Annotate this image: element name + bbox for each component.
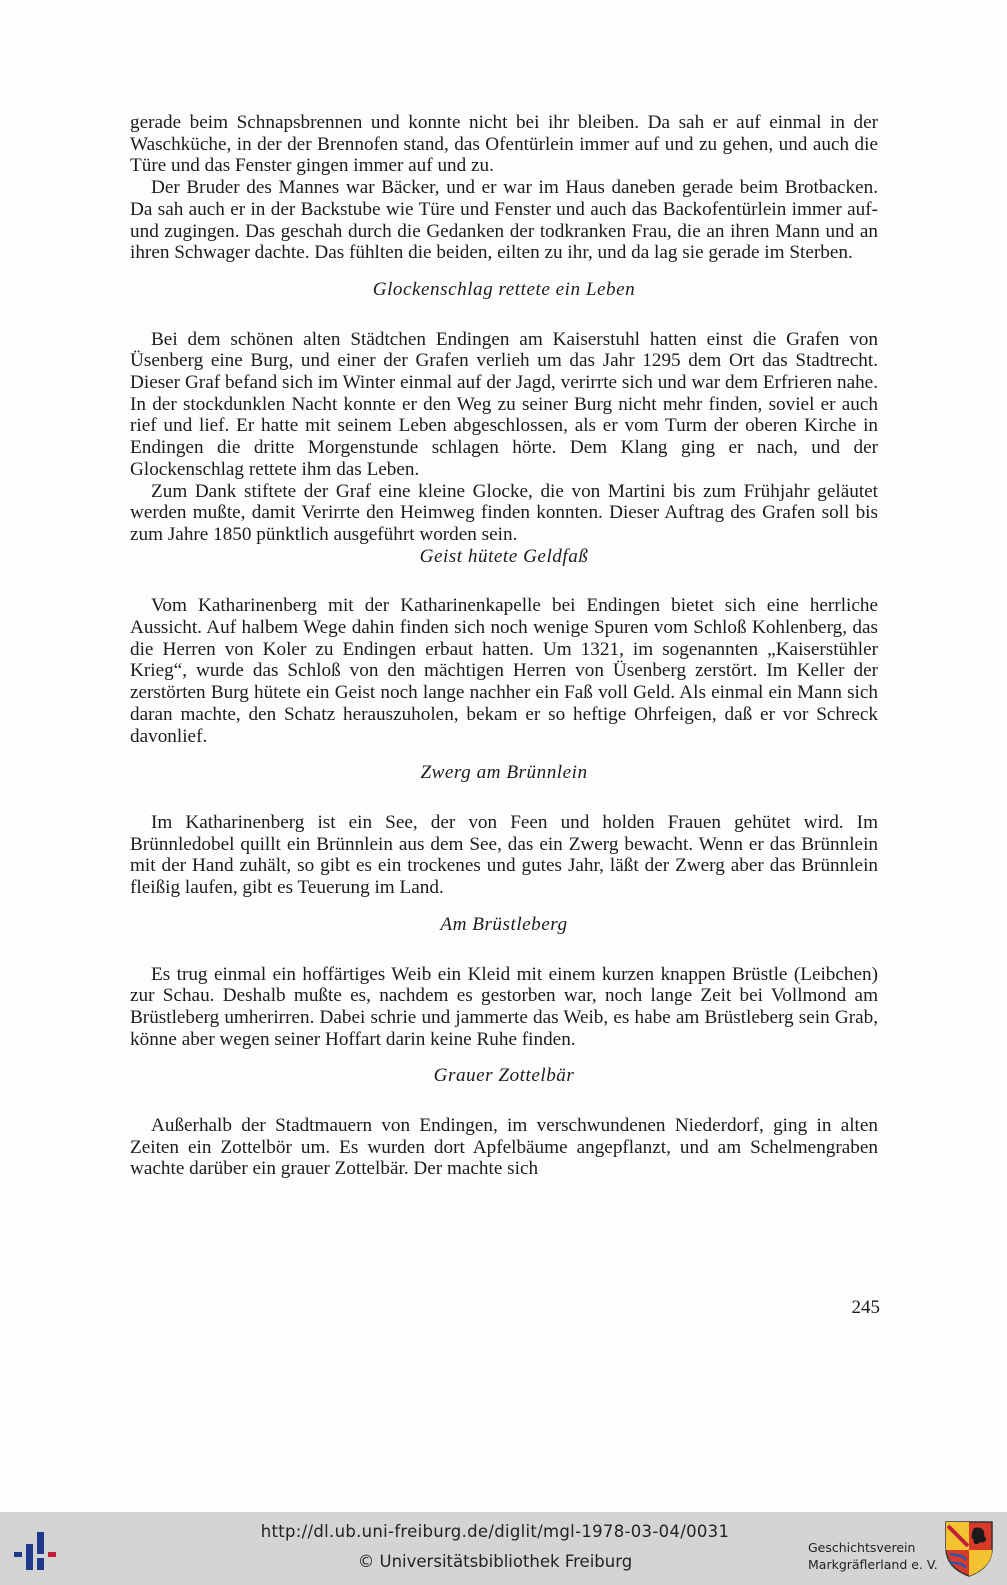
copyright-notice: © Universitätsbibliothek Freiburg bbox=[357, 1552, 633, 1571]
section-heading: Am Brüstleberg bbox=[440, 913, 568, 935]
coat-of-arms-icon bbox=[944, 1520, 994, 1578]
paragraph: Der Bruder des Mannes war Bäcker, und er war im Haus daneben gerade beim Brotbacken. Da sah auch er in der Backstube wie Türe und Fenster und auch das Backofentürlein immer auf- und zugingen. Das geschah durch die Gedanken der todkranken Frau, die an ihren Mann und an ihren Schwager dachte. Das fühlten die beiden, eilten zu ihr, und da lag sie gerade im Sterben. bbox=[130, 177, 878, 264]
paragraph: Außerhalb der Stadtmauern von Endingen, im verschwundenen Niederdorf, ging in alten Zeiten ein Zottelbör um. Es wurden dort Apfelbäume angepflanzt, und am Schelmengraben wachte darüber ein grauer Zottelbär. Der machte sich bbox=[130, 1115, 878, 1180]
paragraph: Im Katharinenberg ist ein See, der von Feen und holden Frauen gehütet wird. Im Brünnledobel quillt ein Brünnlein aus dem See, das ein Zwerg bewacht. Wenn er das Brünnlein mit der Hand zuhält, so gibt es ein trockenes und gutes Jahr, läßt der Zwerg aber das Brünnlein fleißig laufen, gibt es Teuerung im Land. bbox=[130, 811, 878, 899]
society-name-line2: Markgräflerland e. V. bbox=[808, 1557, 938, 1572]
paragraph: Bei dem schönen alten Städtchen Endingen am Kaiserstuhl hatten einst die Grafen von Üsenberg eine Burg, und einer der Grafen verlieh um das Jahr 1295 dem Ort das Stadtrecht. Dieser Graf befand sich im Winter einmal auf der Jagd, verirrte sich und war dem Erfrieren nahe. In der stockdunklen Nacht konnte er den Weg zu seiner Burg nicht mehr finden, soviel er auch rief und lief. Er hatte mit seinem Leben abgeschlossen, als er vom Turm der oberen Kirche in Endingen die dritte Morgenstunde schlagen hörte. Dem Klang ging er nach, und der Glockenschlag rettete ihm das Leben. bbox=[130, 328, 878, 480]
society-name-line1: Geschichtsverein bbox=[808, 1540, 916, 1555]
ub-freiburg-logo-icon[interactable] bbox=[14, 1530, 66, 1572]
page-number: 245 bbox=[851, 1297, 880, 1318]
section-heading: Glockenschlag rettete ein Leben bbox=[372, 278, 636, 300]
society-name bbox=[808, 1539, 938, 1573]
section-heading: Zwerg am Brünnlein bbox=[420, 762, 588, 784]
paragraph: gerade beim Schnapsbrennen und konnte nicht bei ihr bleiben. Da sah er auf einmal in der Waschküche, in der der Brennofen stand, das Ofentürlein immer auf und zu gehen, und auch die Türe und das Fenster gingen immer auf und zu. bbox=[130, 112, 878, 177]
paragraph: Es trug einmal ein hoffärtiges Weib ein Kleid mit einem kurzen knappen Brüstle (Leibchen) zur Schau. Deshalb mußte es, nachdem es gestorben war, noch lange Zeit bei Vollmond am Brüstleberg umherirren. Dabei schrie und jammerte das Weib, es habe am Brüstleberg sein Grab, könne aber wegen seiner Hoffart darin keine Ruhe finden. bbox=[130, 963, 878, 1050]
permalink-url[interactable]: http://dl.ub.uni-freiburg.de/diglit/mgl-1978-03-04/0031 bbox=[260, 1522, 730, 1541]
footer-bar bbox=[0, 1512, 1007, 1585]
paragraph: Zum Dank stiftete der Graf eine kleine Glocke, die von Martini bis zum Frühjahr geläutet werden mußte, damit Verirrte den Heimweg finden konnten. Dieser Auftrag des Grafen soll bis zum Jahre 1850 pünktlich ausgeführt worden sein. bbox=[130, 480, 878, 545]
text-column bbox=[130, 112, 878, 1180]
section-heading: Grauer Zottelbär bbox=[433, 1065, 575, 1087]
paragraph: Vom Katharinenberg mit der Katharinenkapelle bei Endingen bietet sich eine herrliche Aussicht. Auf halbem Wege dahin finden sich noch wenige Spuren vom Schloß Kohlenberg, das die Herren von Koler zu Endingen erbaut hatten. Um 1321, im sogenannten „Kaiserstühler Krieg“, wurde das Schloß von den mächtigen Herren von Üsenberg zerstört. Im Keller der zerstörten Burg hütete ein Geist noch lange nachher ein Faß voll Geld. Als einmal ein Mann sich daran machte, den Schatz herauszuholen, bekam er so heftige Ohrfeigen, daß er vor Schreck davonlief. bbox=[130, 595, 878, 747]
section-heading: Geist hütete Geldfaß bbox=[419, 545, 589, 567]
